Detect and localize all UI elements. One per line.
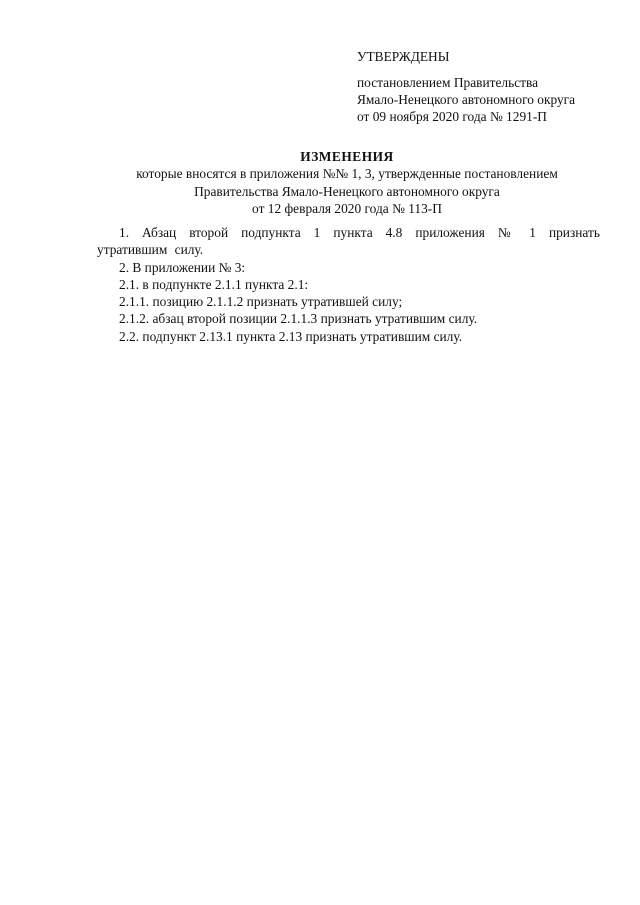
paragraph: 2.1.2. абзац второй позиции 2.1.1.3 признать утратившим силу. [119,311,478,327]
document-body [97,224,600,345]
document-title-block [97,148,597,217]
approval-heading: УТВЕРЖДЕНЫ [357,49,450,64]
paragraph: 2.2. подпункт 2.13.1 пункта 2.13 признать утратившим силу. [119,328,463,344]
approval-line: постановлением Правительства [357,75,539,90]
paragraph: 2. В приложении № 3: [119,259,246,275]
paragraph: 2.1.1. позицию 2.1.1.2 признать утратившей силу; [119,294,403,310]
paragraph: 1. Абзац второй подпункта 1 пункта 4.8 приложения № 1 признать утратившим силу. [97,225,600,258]
title-line: Правительства Ямало-Ненецкого автономного округа [194,183,500,199]
approval-block [357,48,575,125]
title-line: от 12 февраля 2020 года № 113-П [252,200,442,216]
approval-line: Ямало-Ненецкого автономного округа [357,92,576,107]
title-line: которые вносятся в приложения №№ 1, 3, утвержденные постановлением [136,166,558,182]
approval-line: от 09 ноября 2020 года № 1291-П [357,109,547,124]
document-title: ИЗМЕНЕНИЯ [300,149,394,164]
paragraph: 2.1. в подпункте 2.1.1 пункта 2.1: [119,276,309,292]
